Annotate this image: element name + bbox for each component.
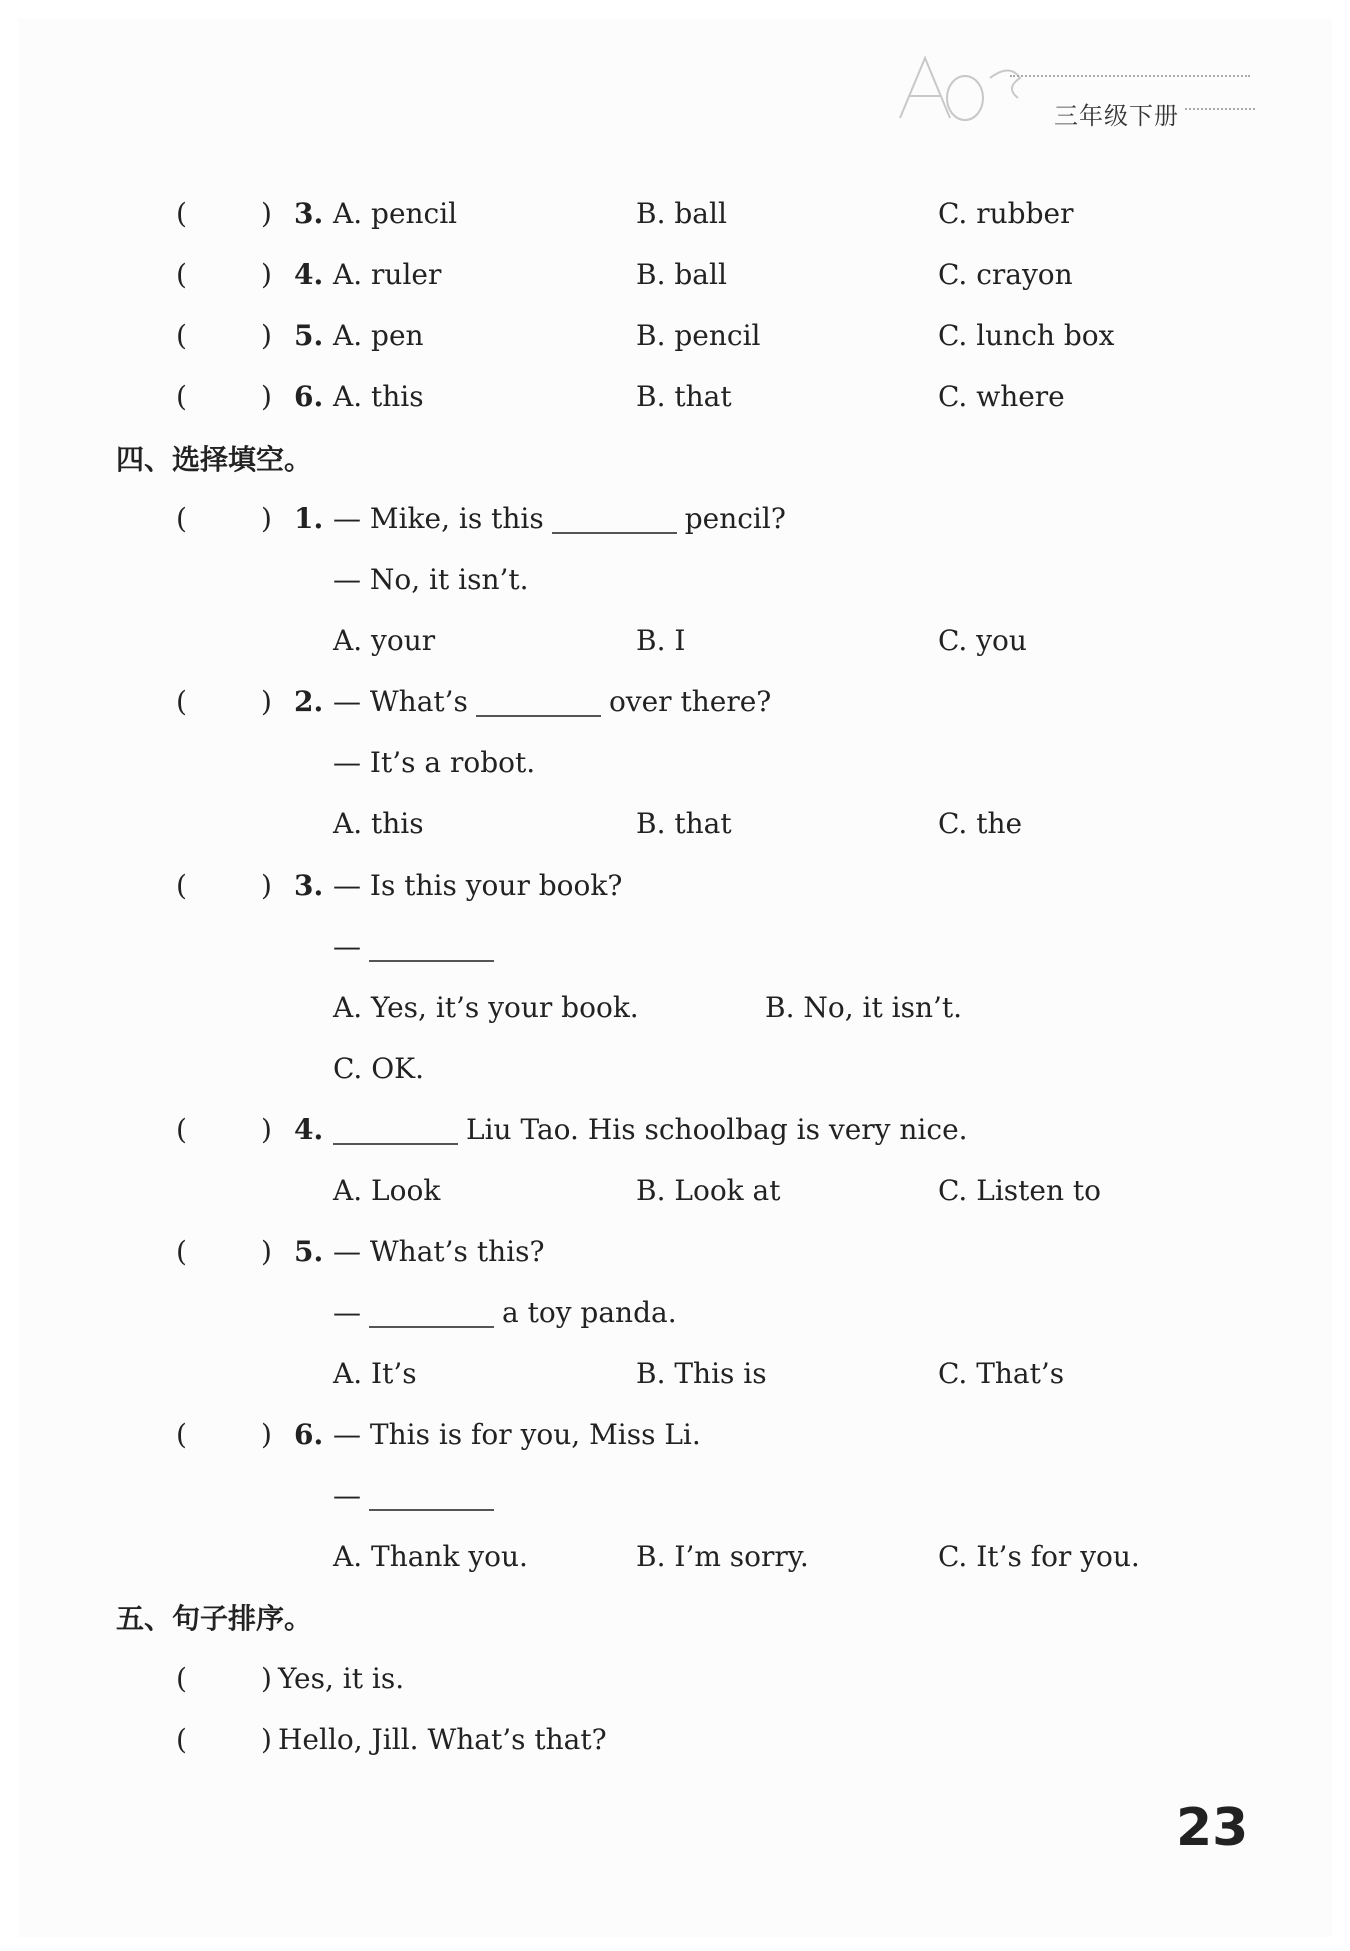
answer-blank[interactable] [552, 502, 677, 534]
reply-row [0, 922, 1350, 972]
page-number: 23 [1176, 1798, 1249, 1858]
option-c: C. That’s [938, 1357, 1065, 1390]
question-row: ( ) 5. — What’s this? [0, 1227, 1350, 1277]
options-row [0, 1532, 1350, 1582]
option-b: B. Look at [636, 1174, 781, 1207]
options-row [0, 983, 1350, 1033]
option-c: C. Listen to [938, 1174, 1102, 1207]
option-c: C. you [938, 624, 1027, 657]
grade-label: 三年级下册 [1054, 102, 1179, 130]
options-row [0, 1166, 1350, 1216]
option-b: B. pencil [636, 319, 761, 352]
question-row: ( ) 1. — Mike, is this pencil? [0, 494, 1350, 544]
answer-blank[interactable] [333, 1113, 458, 1145]
reply-text: — It’s a robot. [333, 746, 536, 779]
question-row: ( ) 3. — Is this your book? [0, 861, 1350, 911]
question-text: Liu Tao. His schoolbag is very nice. [325, 1105, 968, 1155]
reply-blank-line: — [333, 922, 502, 972]
option-c: C. OK. [333, 1052, 424, 1085]
sort-sentence: Hello, Jill. What’s that? [278, 1723, 607, 1756]
question-row: ( ) 4. A. ruler B. ball C. crayon [0, 250, 1350, 300]
question-number: 4. [294, 258, 324, 291]
page-background [18, 18, 1332, 1937]
option-b: B. No, it isn’t. [765, 991, 963, 1024]
option-a: A. Look [333, 1174, 441, 1207]
answer-blank[interactable] [369, 1479, 494, 1511]
option-a: A. Thank you. [333, 1540, 528, 1573]
options-row [0, 799, 1350, 849]
option-a: A. It’s [333, 1357, 417, 1390]
option-b: B. ball [636, 258, 727, 291]
sort-sentence: Yes, it is. [278, 1662, 405, 1695]
reply-row [0, 1288, 1350, 1338]
reply-blank-line: — [333, 1471, 502, 1521]
reply-text: — No, it isn’t. [333, 563, 529, 596]
question-row: ( ) 6. A. this B. that C. where [0, 372, 1350, 422]
option-c: C. crayon [938, 258, 1073, 291]
option-c: C. It’s for you. [938, 1540, 1140, 1573]
options-row [0, 616, 1350, 666]
option-c: C. rubber [938, 197, 1074, 230]
options-row [0, 1349, 1350, 1399]
reply-row [0, 1471, 1350, 1521]
option-c: C. where [938, 380, 1065, 413]
header-divider [1010, 75, 1250, 77]
question-text: — Is this your book? [333, 869, 623, 902]
question-row: ( ) 2. — What’s over there? [0, 677, 1350, 727]
option-a: A. pencil [333, 197, 458, 230]
option-b: B. that [636, 380, 732, 413]
reply-row [0, 555, 1350, 605]
option-c: C. the [938, 807, 1023, 840]
option-b: B. I’m sorry. [636, 1540, 809, 1573]
option-b: B. ball [636, 197, 727, 230]
question-row: ( ) 3. A. pencil B. ball C. rubber [0, 189, 1350, 239]
question-text: — What’s over there? [333, 685, 772, 718]
question-text: — Mike, is this pencil? [333, 502, 786, 535]
question-text: — What’s this? [333, 1235, 545, 1268]
question-number: 6. [294, 1418, 324, 1451]
question-number: 5. [294, 319, 324, 352]
option-a: A. Yes, it’s your book. [333, 991, 639, 1024]
answer-blank[interactable] [476, 685, 601, 717]
reply-text: — a toy panda. [333, 1296, 677, 1329]
question-text: — This is for you, Miss Li. [333, 1418, 701, 1451]
option-c: C. lunch box [938, 319, 1115, 352]
question-number: 2. [294, 685, 324, 718]
question-number: 1. [294, 502, 324, 535]
question-number: 3. [294, 197, 324, 230]
option-a: A. pen [333, 319, 424, 352]
options-row [0, 1044, 1350, 1094]
reply-row [0, 738, 1350, 788]
question-row: ( ) 4. Liu Tao. His schoolbag is very nice. [0, 1105, 1350, 1155]
option-a: A. this [333, 807, 424, 840]
sort-row: ( ) Yes, it is. [0, 1654, 1350, 1704]
option-b: B. This is [636, 1357, 767, 1390]
option-b: B. I [636, 624, 686, 657]
question-row: ( ) 5. A. pen B. pencil C. lunch box [0, 311, 1350, 361]
question-number: 4. [294, 1113, 324, 1146]
sort-row: ( ) Hello, Jill. What’s that? [0, 1715, 1350, 1765]
answer-blank[interactable] [369, 1296, 494, 1328]
section-title: 四、选择填空。 [116, 443, 313, 476]
abc-logo [890, 48, 1030, 128]
question-number: 6. [294, 380, 324, 413]
option-b: B. that [636, 807, 732, 840]
option-a: A. your [333, 624, 436, 657]
answer-blank[interactable] [369, 930, 494, 962]
option-a: A. this [333, 380, 424, 413]
question-row: ( ) 6. — This is for you, Miss Li. [0, 1410, 1350, 1460]
question-number: 5. [294, 1235, 324, 1268]
header-divider-lower [1185, 108, 1255, 110]
question-number: 3. [294, 869, 324, 902]
option-a: A. ruler [333, 258, 442, 291]
section-title: 五、句子排序。 [116, 1602, 313, 1635]
